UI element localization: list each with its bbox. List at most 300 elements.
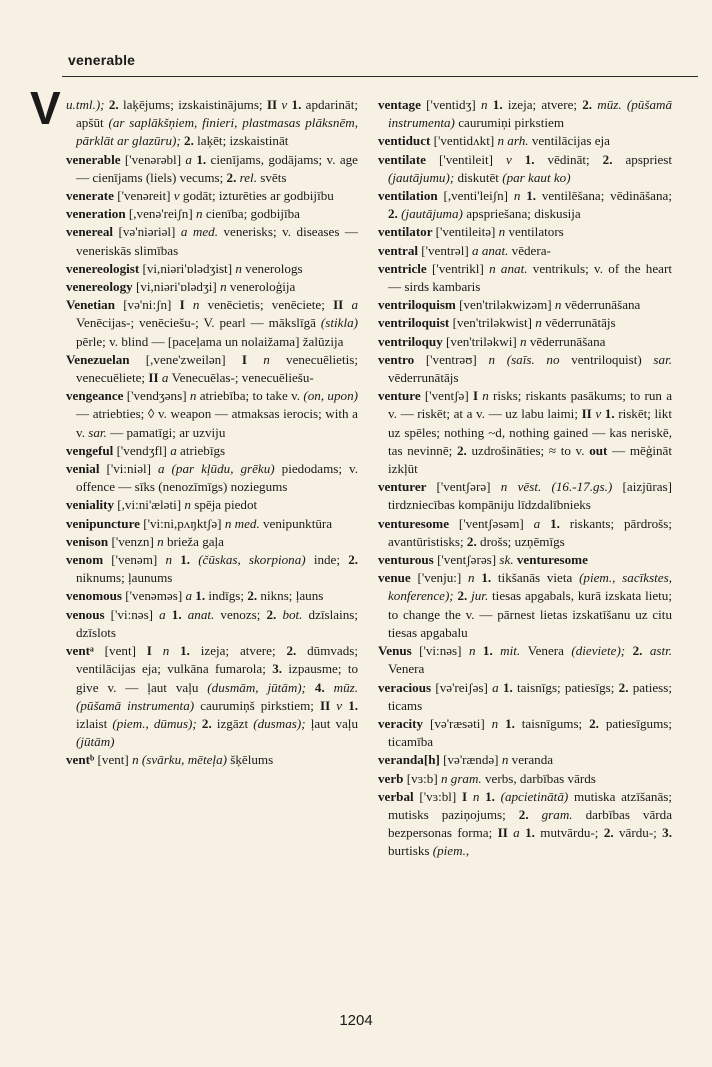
entry-text: apspriest [625, 151, 672, 167]
dictionary-entry [66, 460, 358, 496]
entry-text: 2. [618, 679, 633, 695]
entry-headword: Venus [378, 643, 420, 659]
entry-text: [,vene'zweilən] [145, 351, 242, 367]
entry-text: 2. [286, 643, 308, 659]
entry-text: 2. [201, 715, 217, 731]
entry-headword: veracious [378, 679, 436, 695]
entry-text: izeja; atvere; [507, 97, 583, 112]
entry-text: n [192, 297, 208, 313]
entry-text: n [220, 279, 230, 295]
entry-text: patiess; ticams [388, 679, 672, 713]
dictionary-entry [66, 278, 358, 296]
dictionary-entry [66, 515, 358, 533]
entry-text: n [195, 206, 206, 222]
left-column [66, 96, 358, 1001]
dictionary-entry [66, 642, 358, 751]
entry-text: (dusmas); [253, 715, 311, 731]
entry-headword: Venetian [66, 297, 124, 313]
entry-text: 1. [482, 643, 501, 659]
entry-text: a (par kļūdu, grēku) [158, 461, 282, 477]
entry-text: (ar saplākšņiem, finieri, plastmasas plāksnēm, pārklāt ar glazūru); [76, 115, 358, 149]
entry-text: 1. [195, 588, 209, 604]
entry-text: mūz. (pūšamā instrumenta) [76, 679, 358, 713]
entry-text: (dusmām, jūtām); [207, 679, 315, 695]
entry-text: ['venəməs] [125, 588, 186, 604]
entry-text: I [241, 351, 264, 367]
entry-text: bot. [282, 606, 309, 622]
entry-text: verbs, darbības vārds [484, 770, 596, 786]
entry-text: venturesome [516, 552, 588, 568]
entry-text: 1. [291, 97, 306, 112]
entry-text: venozs; [220, 606, 267, 622]
entry-text: 2. [456, 442, 472, 458]
entry-headword: venom [66, 552, 112, 568]
entry-text: rel. [239, 169, 261, 185]
entry-text: taisnīgs; patiesīgs; [517, 679, 619, 695]
entry-text: n [513, 188, 527, 204]
entry-text: 2. [603, 825, 619, 841]
entry-text: (piem., [432, 843, 470, 859]
entry-text: I [146, 643, 163, 659]
entry-text: tiesas apgabals, kurā izskata lietu; to change the v. — pārnest lietas izskatīšanu uz citu tiesas apgabalu [388, 588, 672, 640]
dictionary-entry [378, 569, 672, 642]
entry-headword: ventilate [378, 151, 439, 167]
entry-text: 2. [582, 97, 598, 112]
entry-text: a anat. [472, 242, 512, 258]
dictionary-entry [378, 715, 672, 751]
entry-text: venerisks; v. diseases — veneriskās slimības [76, 224, 358, 258]
entry-text: sar. [88, 424, 111, 440]
entry-text: [vent] [104, 643, 147, 659]
entry-headword: ventriloquist [378, 315, 453, 331]
entry-text: riskēt; likt uz spēles; nothing ~d, nothing gained — kas neriskē, tas nevinnē; [388, 406, 672, 458]
entry-text: Venera [388, 661, 425, 677]
entry-text: a [185, 588, 196, 604]
entry-text: 2. [388, 206, 402, 222]
entry-headword: venturous [378, 552, 438, 568]
entry-text: laķējums; izskaistinājums; [122, 97, 267, 112]
entry-text: uzdrošināties; ≈ to v. [471, 442, 590, 458]
entry-text: caurumiņi pirkstiem [458, 115, 565, 131]
entry-text: ['vendʒfl] [116, 442, 171, 458]
dictionary-entry [378, 679, 672, 715]
entry-text: — mēģināt izkļūt [388, 442, 672, 477]
entry-text: laķēt; izskaistināt [197, 133, 289, 149]
entry-text: [,vi:ni'æləti] [117, 497, 185, 513]
entry-text: piedodams; v. offence — sīks (nenozīmīgs) noziegums [76, 461, 358, 495]
entry-text: n [520, 333, 530, 349]
entry-text: vēdināt; [547, 151, 603, 167]
dictionary-entry [378, 642, 672, 678]
dictionary-entry [378, 387, 672, 478]
entry-text: ventriloquist) [571, 351, 654, 367]
entry-text: 1. [348, 697, 358, 713]
page-number: 1204 [339, 1012, 373, 1029]
entry-text: ['ventʃərə] [436, 479, 501, 495]
dictionary-entry [378, 132, 672, 150]
entry-text: 4. [314, 679, 334, 695]
entry-text: [ven'triləkwi] [446, 333, 521, 349]
entry-text: ['ventileit] [438, 151, 506, 167]
entry-text: (par kaut ko) [502, 169, 571, 185]
entry-text: 2. [247, 588, 261, 604]
dictionary-entry [66, 606, 358, 642]
entry-text: 2. [589, 715, 606, 731]
entry-headword: venturesome [378, 515, 459, 531]
entry-text: [vɜ:b] [406, 770, 441, 786]
entry-headword: ventilator [378, 224, 436, 240]
entry-text: 2. [632, 643, 650, 659]
dictionary-entry [66, 496, 358, 514]
entry-text: 1. [526, 188, 542, 204]
entry-text: caurumiņš pirkstiem; [200, 697, 320, 713]
entry-headword: venerable [66, 151, 125, 167]
entry-text: n vēst. (16.-17.gs.) [500, 479, 623, 495]
dictionary-entry [66, 751, 358, 769]
entry-text: ['ventrəl] [421, 242, 472, 258]
entry-text: darbības vārda bezpersonas forma; [388, 806, 672, 841]
dictionary-entry [378, 223, 672, 241]
entry-text: veneroloģija [229, 279, 296, 295]
entry-text: n [165, 552, 181, 568]
entry-text: ventilācijas eja [531, 133, 610, 149]
entry-text: venipunktūra [263, 515, 333, 531]
dictionary-entry [66, 187, 358, 205]
entry-text: šķēlums [230, 752, 274, 768]
entry-text: izgāzt [216, 715, 254, 731]
entry-text: 2. [602, 151, 626, 167]
entry-text: a [159, 606, 172, 622]
entry-text: 1. [485, 788, 501, 804]
entry-headword: ventriloquism [378, 297, 460, 313]
entry-text: gram. [541, 806, 586, 822]
entry-text: atriebīgs [180, 442, 226, 458]
entry-headword: ventilation [378, 188, 444, 204]
entry-text: ['ventʃə] [424, 388, 473, 404]
entry-headword: ventᵇ [66, 752, 98, 768]
entry-text: [aizjūras] tirdzniecības kompāniju līdzdalībnieks [388, 479, 672, 513]
entry-text: ventrikuls; v. of the heart — sirds kambaris [388, 260, 672, 295]
dictionary-entry [378, 478, 672, 514]
entry-headword: venturer [378, 479, 437, 495]
entry-text: [və'ni:ʃn] [123, 297, 180, 313]
entry-text: 1. [525, 825, 541, 841]
entry-headword: venial [66, 461, 107, 477]
dictionary-entry [66, 587, 358, 605]
entry-headword: vengeful [66, 442, 117, 458]
entry-text: indīgs; [208, 588, 248, 604]
entry-text: mit. [500, 643, 528, 659]
entry-headword: veniality [66, 497, 118, 513]
entry-text: (jautājumu); [388, 169, 458, 185]
entry-text: nikns; ļauns [260, 588, 324, 604]
entry-headword: ventriloquy [378, 333, 447, 349]
entry-text: ['venəreit] [117, 188, 174, 204]
entry-headword: venereologist [66, 260, 143, 276]
entry-text: a [170, 442, 181, 458]
entry-text: vēderrunātājs [388, 370, 459, 386]
dictionary-entry [66, 260, 358, 278]
entry-text: ['vɜ:bl] [419, 788, 462, 804]
dictionary-entry [378, 187, 672, 223]
dictionary-entry [66, 205, 358, 223]
entry-text: Venecuēlas-; venecuēliešu- [171, 370, 314, 386]
entry-text: II [266, 97, 282, 112]
entry-text: svēts [260, 169, 287, 185]
entry-text: ['vi:nəs] [110, 606, 160, 622]
entry-text: vēderrunāšana [564, 297, 641, 313]
entry-text: Venēcijas-; venēciešu-; V. pearl — mākslīgā [76, 315, 321, 331]
entry-text: n [481, 97, 493, 112]
entry-text: n anat. [489, 260, 533, 276]
entry-text: n (saīs. no [488, 351, 572, 367]
entry-text: ['venəm] [111, 552, 166, 568]
entry-text: cienījams, godājams; v. age — cienījams (liels) vecums; [76, 151, 358, 185]
entry-text: 2. [226, 169, 240, 185]
entry-text: II [333, 297, 352, 313]
entry-text: (piem., sacīkstes, konference); [388, 570, 672, 604]
entry-text: 1. [604, 406, 619, 422]
entry-headword: ventral [378, 242, 422, 258]
entry-text: izlaist [76, 715, 113, 731]
entry-text: 1. [502, 679, 518, 695]
entry-text: ['ventʃəsəm] [458, 515, 534, 531]
entry-text: [vi,niəri'ɒlədʒi] [135, 279, 221, 295]
entry-text: [ven'triləkwizəm] [459, 297, 555, 313]
entry-text: (apcietinātā) [500, 788, 574, 804]
entry-text: n [501, 752, 512, 768]
entry-text: dzīslains; dzīslots [76, 606, 358, 640]
dictionary-entry [66, 151, 358, 187]
entry-text: [və'niəriəl] [118, 224, 181, 240]
entry-text: mutiska atzīšanās; mutisks paziņojums; [388, 788, 672, 822]
entry-text: riskants; pārdrošs; avantūristisks; [388, 515, 672, 549]
entry-text: n [472, 788, 486, 804]
header-rule [62, 76, 698, 77]
dictionary-entry [66, 296, 358, 351]
entry-text: tikšanās vieta [497, 570, 580, 586]
entry-text: n [162, 643, 181, 659]
entry-text: a med. [180, 224, 224, 240]
entry-text: out [589, 442, 613, 458]
entry-text: venēcietis; venēciete; [207, 297, 334, 313]
entry-text: vēderrunātājs [545, 315, 616, 331]
entry-text: mūz. (pūšamā instrumenta) [388, 97, 672, 131]
entry-headword: venereology [66, 279, 136, 295]
entry-text: ['ventileitə] [435, 224, 499, 240]
entry-headword: venomous [66, 588, 126, 604]
entry-headword: venerate [66, 188, 118, 204]
entry-text: n [189, 388, 200, 404]
entry-text: ['vi:niəl] [106, 461, 159, 477]
dictionary-entry [378, 515, 672, 551]
entry-text: I [462, 788, 473, 804]
entry-text: niknums; ļaunums [76, 570, 173, 586]
entry-text: 2. [266, 606, 283, 622]
entry-text: diskutēt [457, 169, 503, 185]
entry-text: ventilēšana; vēdināšana; [541, 188, 672, 204]
entry-text: izpausme; to give v. — ļaut vaļu [76, 661, 358, 695]
dictionary-entry [378, 314, 672, 332]
entry-text: (jautājuma) [401, 206, 467, 222]
entry-text: apdarināt; apšūt [76, 97, 358, 131]
dictionary-entry [66, 96, 358, 151]
entry-headword: ventᵃ [66, 643, 105, 659]
entry-text: II [581, 406, 596, 422]
entry-text: vēdera- [511, 242, 551, 258]
dictionary-entry [378, 351, 672, 387]
entry-text: 1. [196, 151, 211, 167]
entry-text: jur. [471, 588, 493, 604]
entry-text: n gram. [440, 770, 485, 786]
entry-text: v [281, 97, 292, 112]
entry-headword: venison [66, 533, 112, 549]
entry-text: ['venərəbl] [124, 151, 186, 167]
entry-text: a [161, 370, 172, 386]
entry-text: [vent] [97, 752, 133, 768]
entry-headword: ventricle [378, 260, 432, 276]
entry-text: n [184, 497, 195, 513]
entry-text: a [185, 151, 197, 167]
entry-text: mutvārdu-; [540, 825, 604, 841]
entry-text: n [535, 315, 546, 331]
dictionary-entry [66, 387, 358, 442]
entry-text: ['vendʒəns] [126, 388, 190, 404]
entry-text: 2. [108, 97, 123, 112]
entry-text: 1. [492, 97, 508, 112]
entry-text: n [468, 570, 482, 586]
dictionary-entry [378, 296, 672, 314]
entry-text: venerologs [245, 260, 303, 276]
entry-text: inde; [313, 552, 349, 568]
entry-text: v [505, 151, 525, 167]
entry-headword: verb [378, 770, 407, 786]
entry-text: n [498, 224, 509, 240]
entry-text: taisnīgums; [521, 715, 590, 731]
entry-text: a [351, 297, 358, 313]
entry-text: II [148, 370, 162, 386]
entry-text: 3. [662, 825, 672, 841]
dictionary-entry [378, 151, 672, 187]
entry-text: I [472, 388, 483, 404]
section-letter: V [30, 82, 61, 134]
entry-text: 1. [180, 552, 199, 568]
entry-text: atriebība; to take v. [199, 388, 304, 404]
entry-text: 1. [481, 570, 498, 586]
entry-text: u.tml.); [66, 97, 109, 112]
dictionary-entry [378, 551, 672, 569]
entry-text: a [492, 679, 503, 695]
entry-text: ļaut vaļu [310, 715, 358, 731]
entry-headword: veracity [378, 715, 430, 731]
entry-text: (on, upon) [303, 388, 358, 404]
entry-text: ['ventidʌkt] [433, 133, 498, 149]
entry-text: [və'reiʃəs] [435, 679, 493, 695]
entry-text: 2. [457, 588, 472, 604]
entry-text: veranda [511, 752, 554, 768]
entry-text: ['ventrikl] [432, 260, 490, 276]
entry-text: astr. [649, 643, 672, 659]
entry-text: I [179, 297, 193, 313]
entry-text: 1. [524, 151, 548, 167]
entry-text: sk. [499, 552, 517, 568]
entry-headword: venture [378, 388, 425, 404]
entry-text: risks; riskants pasākums; to run a v. — riskēt; at a v. — uz labu laimi; [388, 388, 672, 422]
entry-text: vārdu-; [619, 825, 663, 841]
dictionary-entry [378, 242, 672, 260]
entry-text: brieža gaļa [166, 533, 224, 549]
entry-text: [vi,niəri'ɒlədʒist] [142, 260, 236, 276]
entry-text: ['vi:ni,pʌŋktʃə] [143, 515, 225, 531]
entry-text: 3. [272, 661, 289, 677]
entry-headword: venipuncture [66, 515, 144, 531]
dictionary-entry [378, 770, 672, 788]
entry-text: vēderrunāšana [529, 333, 606, 349]
dictionary-entry [66, 351, 358, 387]
entry-text: ['vi:nəs] [419, 643, 469, 659]
entry-text: n [263, 351, 287, 367]
entry-text: n [235, 260, 246, 276]
entry-text: 1. [550, 515, 570, 531]
entry-headword: vengeance [66, 388, 127, 404]
entry-headword: Venezuelan [66, 351, 146, 367]
entry-text: patiesīgums; ticamība [388, 715, 672, 750]
entry-text: v [173, 188, 183, 204]
entry-text: II [497, 825, 514, 841]
entry-text: burtisks [388, 843, 433, 859]
entry-text: n [157, 533, 167, 549]
entry-text: 1. [505, 715, 522, 731]
entry-text: godāt; izturēties ar godbijību [182, 188, 334, 204]
entry-text: a [533, 515, 551, 531]
entry-text: drošs; uzņēmīgs [480, 533, 565, 549]
entry-text: ['ventʃərəs] [437, 552, 500, 568]
entry-text: ['ventrəʊ] [425, 351, 489, 367]
entry-text: 1. [171, 606, 188, 622]
entry-text: — atriebties; ◊ v. weapon — atmaksas ierocis; with a v. [76, 406, 358, 440]
entry-text: izeja; atvere; [200, 643, 287, 659]
entry-headword: veranda[h] [378, 752, 444, 768]
entry-text: (dieviete); [571, 643, 633, 659]
entry-text: 2. [466, 533, 481, 549]
entry-headword: veneration [66, 206, 129, 222]
entry-text: n [482, 388, 494, 404]
entry-text: [ven'triləkwist] [452, 315, 536, 331]
entry-text: [,venə'reiʃn] [128, 206, 196, 222]
entry-text: anat. [187, 606, 221, 622]
entry-headword: ventiduct [378, 133, 434, 149]
entry-text: n [468, 643, 483, 659]
entry-text: [və'rændə] [443, 752, 502, 768]
dictionary-entry [66, 551, 358, 587]
dictionary-entry [66, 223, 358, 259]
entry-text: pērle; v. blind — [paceļama un nolaižama] žalūzija [76, 333, 344, 349]
dictionary-entry [378, 260, 672, 296]
dictionary-entry [378, 751, 672, 769]
entry-text: 2. [518, 806, 542, 822]
entry-text: [və'ræsəti] [429, 715, 492, 731]
entry-text: [,venti'leiʃn] [443, 188, 514, 204]
dictionary-entry [378, 96, 672, 132]
entry-headword: venereal [66, 224, 119, 240]
entry-text: v [336, 697, 349, 713]
dictionary-entry [66, 533, 358, 551]
dictionary-entry [378, 333, 672, 351]
dictionary-entry [66, 442, 358, 460]
entry-text: ['venju:] [417, 570, 469, 586]
entry-text: 2. [184, 133, 198, 149]
guide-word: venerable [68, 52, 136, 68]
